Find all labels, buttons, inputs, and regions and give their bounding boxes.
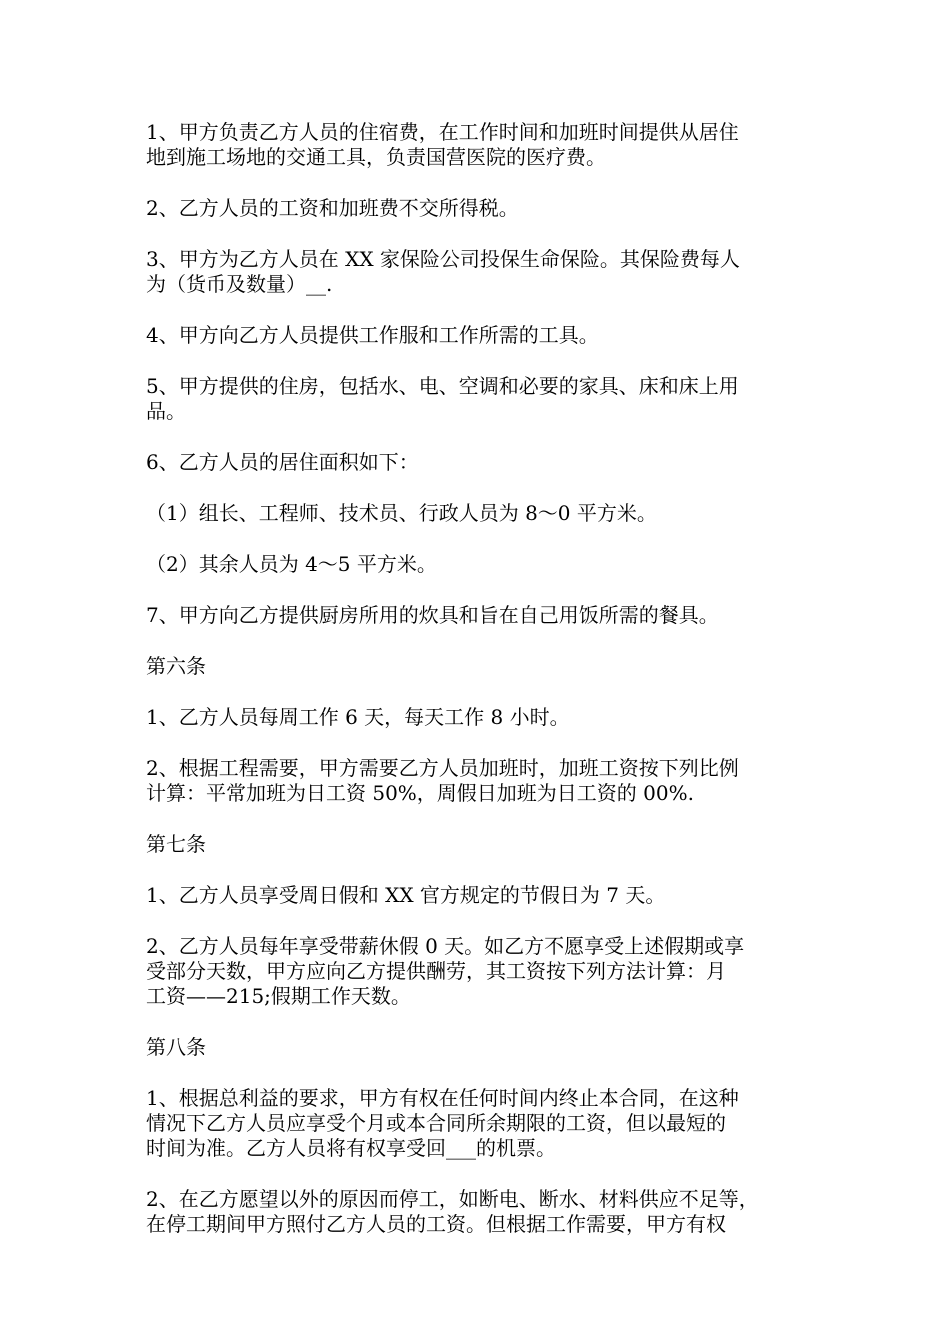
paragraph: 2、乙方人员的工资和加班费不交所得税。 — [146, 196, 519, 220]
paragraph: 4、甲方向乙方人员提供工作服和工作所需的工具。 — [146, 323, 599, 347]
paragraph: 2、乙方人员每年享受带薪休假 0 天。如乙方不愿享受上述假期或享 受部分天数，甲方应向乙方提供酬劳，其工资按下列方法计算：月 工资——215;假期工作天数。 — [146, 934, 745, 1008]
section-heading: 第六条 — [146, 654, 206, 678]
paragraph: 1、甲方负责乙方人员的住宿费，在工作时间和加班时间提供从居住 地到施工场地的交通工具，负责国营医院的医疗费。 — [146, 120, 739, 169]
paragraph: （1）组长、工程师、技术员、行政人员为 8～0 平方米。 — [146, 501, 657, 525]
section-heading: 第八条 — [146, 1035, 206, 1059]
paragraph: 3、甲方为乙方人员在 XX 家保险公司投保生命保险。其保险费每人 为（货币及数量）__. — [146, 247, 740, 296]
paragraph: 7、甲方向乙方提供厨房所用的炊具和旨在自己用饭所需的餐具。 — [146, 603, 719, 627]
paragraph: 6、乙方人员的居住面积如下： — [146, 450, 419, 474]
paragraph: 1、乙方人员每周工作 6 天，每天工作 8 小时。 — [146, 705, 570, 729]
section-heading: 第七条 — [146, 832, 206, 856]
document-body — [146, 120, 811, 1263]
paragraph: （2）其余人员为 4～5 平方米。 — [146, 552, 437, 576]
paragraph: 2、根据工程需要，甲方需要乙方人员加班时，加班工资按下列比例 计算：平常加班为日工资 50%，周假日加班为日工资的 00%. — [146, 756, 739, 805]
paragraph: 1、乙方人员享受周日假和 XX 官方规定的节假日为 7 天。 — [146, 883, 666, 907]
paragraph: 2、在乙方愿望以外的原因而停工，如断电、断水、材料供应不足等， 在停工期间甲方照付乙方人员的工资。但根据工作需要，甲方有权 — [146, 1187, 759, 1236]
paragraph: 1、根据总利益的要求，甲方有权在任何时间内终止本合同，在这种 情况下乙方人员应享受个月或本合同所余期限的工资，但以最短的 时间为准。乙方人员将有权享受回___的机票。 — [146, 1086, 739, 1160]
paragraph: 5、甲方提供的住房，包括水、电、空调和必要的家具、床和床上用 品。 — [146, 374, 739, 423]
